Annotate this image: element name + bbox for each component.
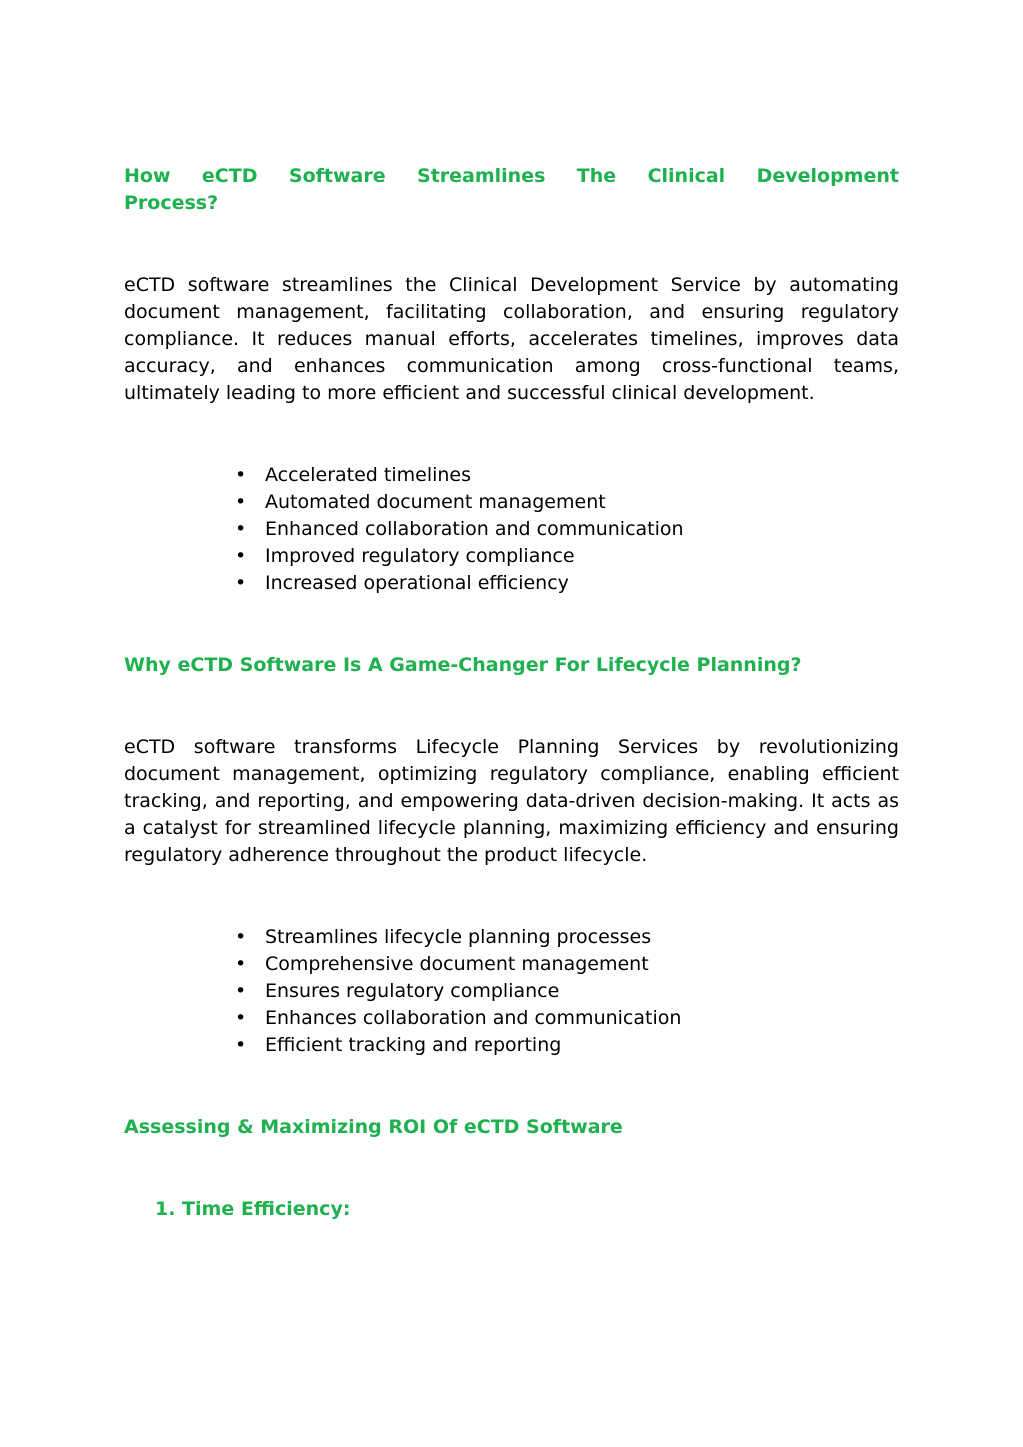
paragraph-clinical-development: eCTD software streamlines the Clinical Development Service by automating document management, facilitating collaboration, and ensuring regulatory compliance. It reduces manual efforts, accelerates timelines, improves data accuracy, and enhances communication among cross-functional teams, ultimately leading to more efficient and successful clinical development. [124,274,899,404]
list-item: • Accelerated timelines [265,462,899,489]
bullet-icon: • [235,1034,247,1056]
bullet-icon: • [235,491,247,513]
list-item: • Comprehensive document management [265,951,899,978]
list-item: • Enhanced collaboration and communication [265,516,899,543]
list-item: • Increased operational efficiency [265,570,899,597]
list-item: • Improved regulatory compliance [265,543,899,570]
bullet-icon: • [235,953,247,975]
bullet-icon: • [235,980,247,1002]
list-item: • Automated document management [265,489,899,516]
bullet-icon: • [235,464,247,486]
list-item: • Efficient tracking and reporting [265,1032,899,1059]
bullet-icon: • [235,545,247,567]
bullet-list-clinical-benefits [124,462,899,597]
document-page [124,163,899,1223]
heading-line: How eCTD Software Streamlines The Clinical Development [124,165,899,187]
list-item: • Enhances collaboration and communication [265,1005,899,1032]
bullet-icon: • [235,518,247,540]
bullet-icon: • [235,572,247,594]
section-heading-roi: Assessing & Maximizing ROI Of eCTD Software [124,1116,623,1138]
section-heading-clinical-development [124,163,899,217]
bullet-icon: • [235,926,247,948]
section-heading-lifecycle-planning: Why eCTD Software Is A Game-Changer For Lifecycle Planning? [124,654,802,676]
list-item: • Ensures regulatory compliance [265,978,899,1005]
bullet-icon: • [235,1007,247,1029]
paragraph-lifecycle-planning: eCTD software transforms Lifecycle Planning Services by revolutionizing document management, optimizing regulatory compliance, enabling efficient tracking, and reporting, and empowering data-driven decision-making. It acts as a catalyst for streamlined lifecycle planning, maximizing efficiency and ensuring regulatory adherence throughout the product lifecycle. [124,736,899,866]
list-item: • Streamlines lifecycle planning processes [265,924,899,951]
bullet-list-lifecycle-benefits [124,924,899,1059]
heading-line: Process? [124,192,219,214]
numbered-item-time-efficiency: 1. Time Efficiency: [155,1198,351,1220]
